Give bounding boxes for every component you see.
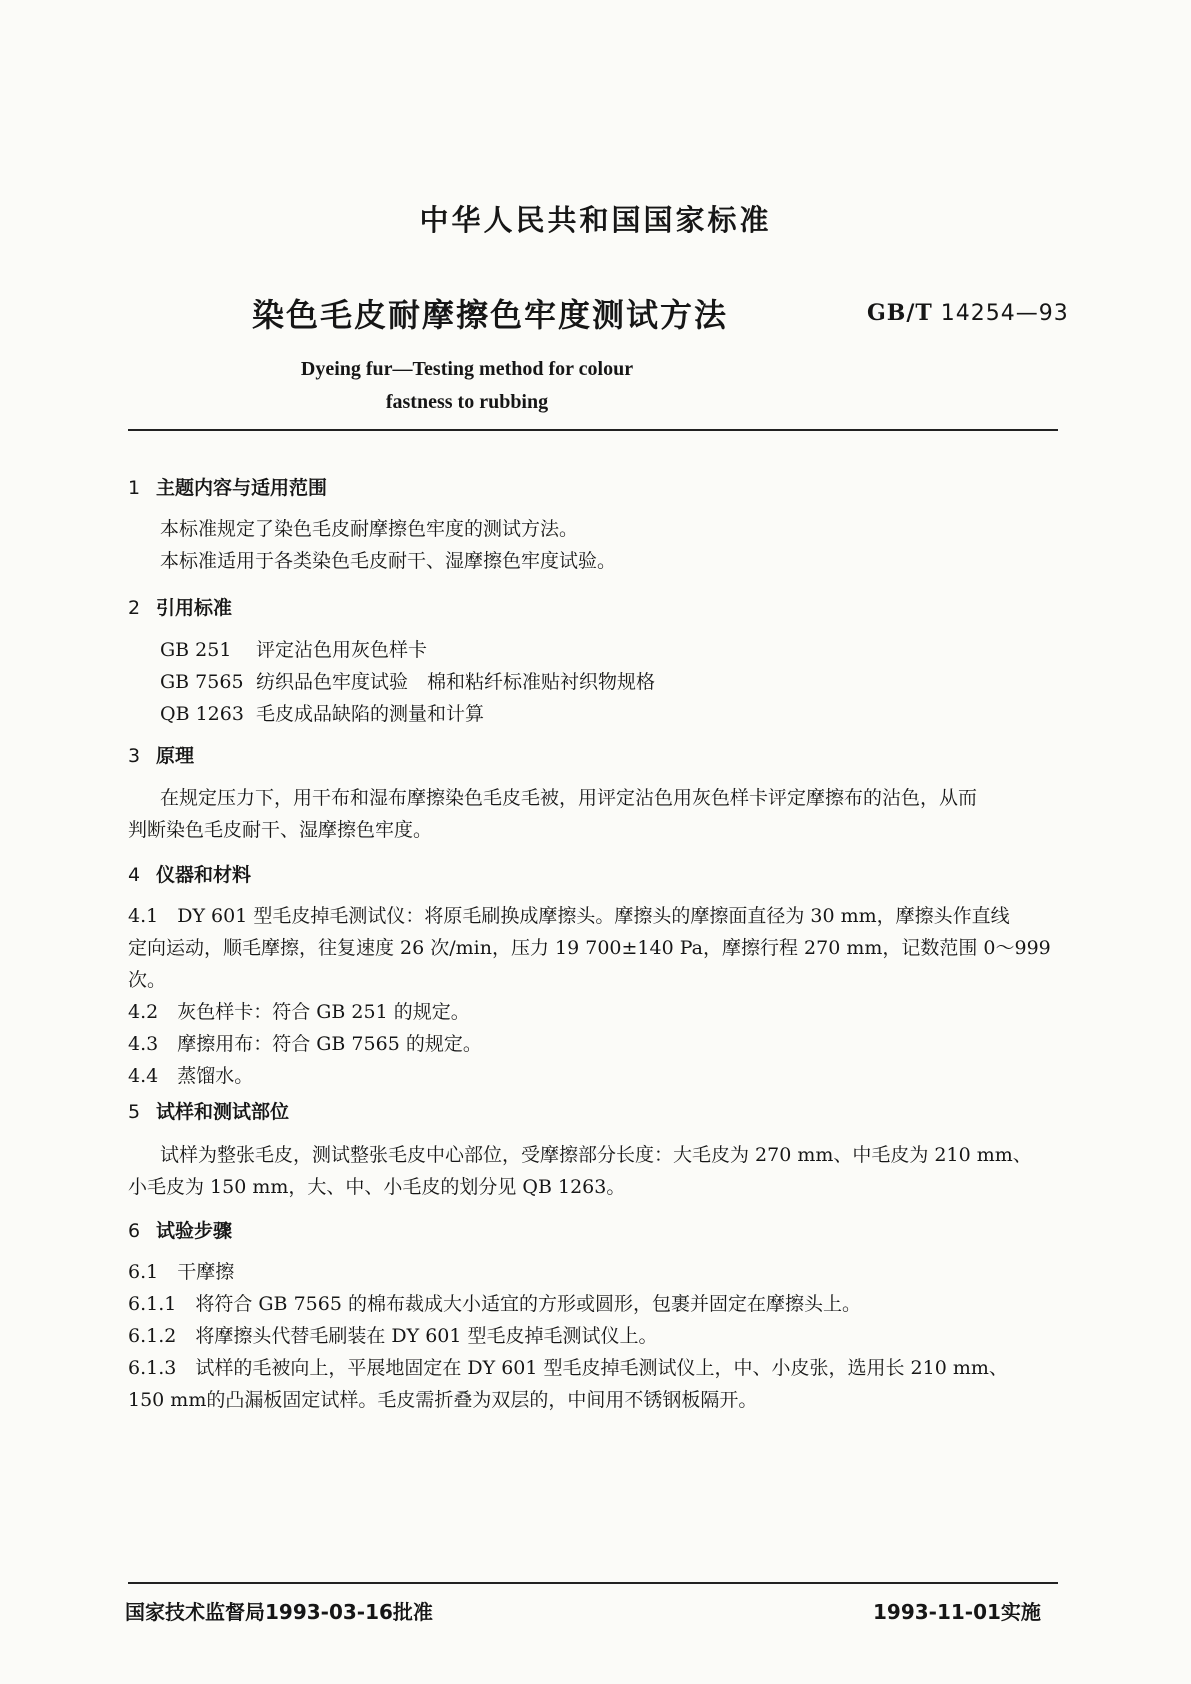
standard-code bbox=[867, 300, 1069, 326]
section-title: 仪器和材料 bbox=[156, 864, 252, 886]
header-divider bbox=[128, 429, 1058, 431]
section-4-body bbox=[128, 900, 1051, 1092]
document-title-en bbox=[252, 353, 682, 419]
section-3-heading bbox=[128, 741, 194, 768]
item-4-1-line1: 4.1 DY 601 型毛皮掉毛测试仪：将原毛刷换成摩擦头。摩擦头的摩擦面直径为 30 mm，摩擦头作直线 bbox=[128, 905, 1010, 927]
section-number: 4 bbox=[128, 864, 141, 886]
section-title: 试验步骤 bbox=[156, 1220, 233, 1242]
section-number: 3 bbox=[128, 745, 141, 767]
item-6-1: 6.1 干摩擦 bbox=[128, 1261, 235, 1283]
reference-code: QB 1263 bbox=[160, 703, 244, 725]
reference-name: 评定沾色用灰色样卡 bbox=[256, 639, 428, 661]
reference-item bbox=[160, 634, 655, 666]
section-2-heading bbox=[128, 593, 232, 620]
item-6-1-2: 6.1.2 将摩擦头代替毛刷装在 DY 601 型毛皮掉毛测试仪上。 bbox=[128, 1325, 658, 1347]
national-standard-heading: 中华人民共和国国家标准 bbox=[419, 203, 772, 237]
item-6-1-1: 6.1.1 将符合 GB 7565 的棉布裁成大小适宜的方形或圆形，包裹并固定在摩擦头上。 bbox=[128, 1293, 861, 1315]
reference-item bbox=[160, 666, 655, 698]
section-1-body bbox=[160, 513, 616, 577]
reference-name: 毛皮成品缺陷的测量和计算 bbox=[256, 703, 485, 725]
section-number: 2 bbox=[128, 597, 141, 619]
section-6-heading bbox=[128, 1216, 232, 1243]
item-4-4: 4.4 蒸馏水。 bbox=[128, 1065, 254, 1087]
reference-code: GB 251 bbox=[160, 639, 232, 661]
section-title: 原理 bbox=[156, 745, 195, 767]
reference-item bbox=[160, 698, 655, 730]
title-en-line1: Dyeing fur—Testing method for colour bbox=[300, 358, 634, 380]
section-6-body bbox=[128, 1256, 1008, 1416]
section-5-line2: 小毛皮为 150 mm，大、中、小毛皮的划分见 QB 1263。 bbox=[128, 1176, 626, 1198]
document-title-cn: 染色毛皮耐摩擦色牢度测试方法 bbox=[252, 296, 729, 334]
footer-divider bbox=[128, 1582, 1058, 1584]
reference-list bbox=[160, 634, 655, 730]
title-en-line2: fastness to rubbing bbox=[385, 391, 549, 413]
section-title: 引用标准 bbox=[156, 597, 233, 619]
implementation-date: 1993-11-01实施 bbox=[873, 1600, 1041, 1624]
paragraph: 本标准规定了染色毛皮耐摩擦色牢度的测试方法。 bbox=[160, 518, 579, 540]
approval-date: 国家技术监督局1993-03-16批准 bbox=[125, 1600, 433, 1624]
section-1-heading bbox=[128, 473, 327, 500]
standard-prefix: GB/T bbox=[867, 300, 933, 326]
section-title: 主题内容与适用范围 bbox=[156, 477, 328, 499]
item-4-1-line3: 次。 bbox=[128, 969, 167, 991]
section-4-heading bbox=[128, 860, 251, 887]
reference-name: 纺织品色牢度试验 棉和粘纤标准贴衬织物规格 bbox=[256, 671, 656, 693]
section-5-line1: 试样为整张毛皮，测试整张毛皮中心部位，受摩擦部分长度：大毛皮为 270 mm、中毛皮为 210 mm、 bbox=[160, 1144, 1032, 1166]
section-5-heading bbox=[128, 1097, 289, 1124]
item-4-3: 4.3 摩擦用布：符合 GB 7565 的规定。 bbox=[128, 1033, 482, 1055]
item-4-2: 4.2 灰色样卡：符合 GB 251 的规定。 bbox=[128, 1001, 470, 1023]
section-title: 试样和测试部位 bbox=[156, 1101, 290, 1123]
paragraph: 本标准适用于各类染色毛皮耐干、湿摩擦色牢度试验。 bbox=[160, 550, 617, 572]
section-number: 5 bbox=[128, 1101, 141, 1123]
section-3-line1: 在规定压力下，用干布和湿布摩擦染色毛皮毛被，用评定沾色用灰色样卡评定摩擦布的沾色，从而 bbox=[160, 787, 978, 809]
reference-code: GB 7565 bbox=[160, 671, 244, 693]
section-3-line2: 判断染色毛皮耐干、湿摩擦色牢度。 bbox=[128, 819, 433, 841]
item-6-1-3-line2: 150 mm的凸漏板固定试样。毛皮需折叠为双层的，中间用不锈钢板隔开。 bbox=[128, 1389, 758, 1411]
section-number: 1 bbox=[128, 477, 141, 499]
item-6-1-3-line1: 6.1.3 试样的毛被向上，平展地固定在 DY 601 型毛皮掉毛测试仪上，中、小皮张，选用长 210 mm、 bbox=[128, 1357, 1008, 1379]
item-4-1-line2: 定向运动，顺毛摩擦，往复速度 26 次/min，压力 19 700±140 Pa，摩擦行程 270 mm，记数范围 0～999 bbox=[128, 937, 1051, 959]
section-number: 6 bbox=[128, 1220, 141, 1242]
standard-number: 14254—93 bbox=[940, 301, 1069, 326]
